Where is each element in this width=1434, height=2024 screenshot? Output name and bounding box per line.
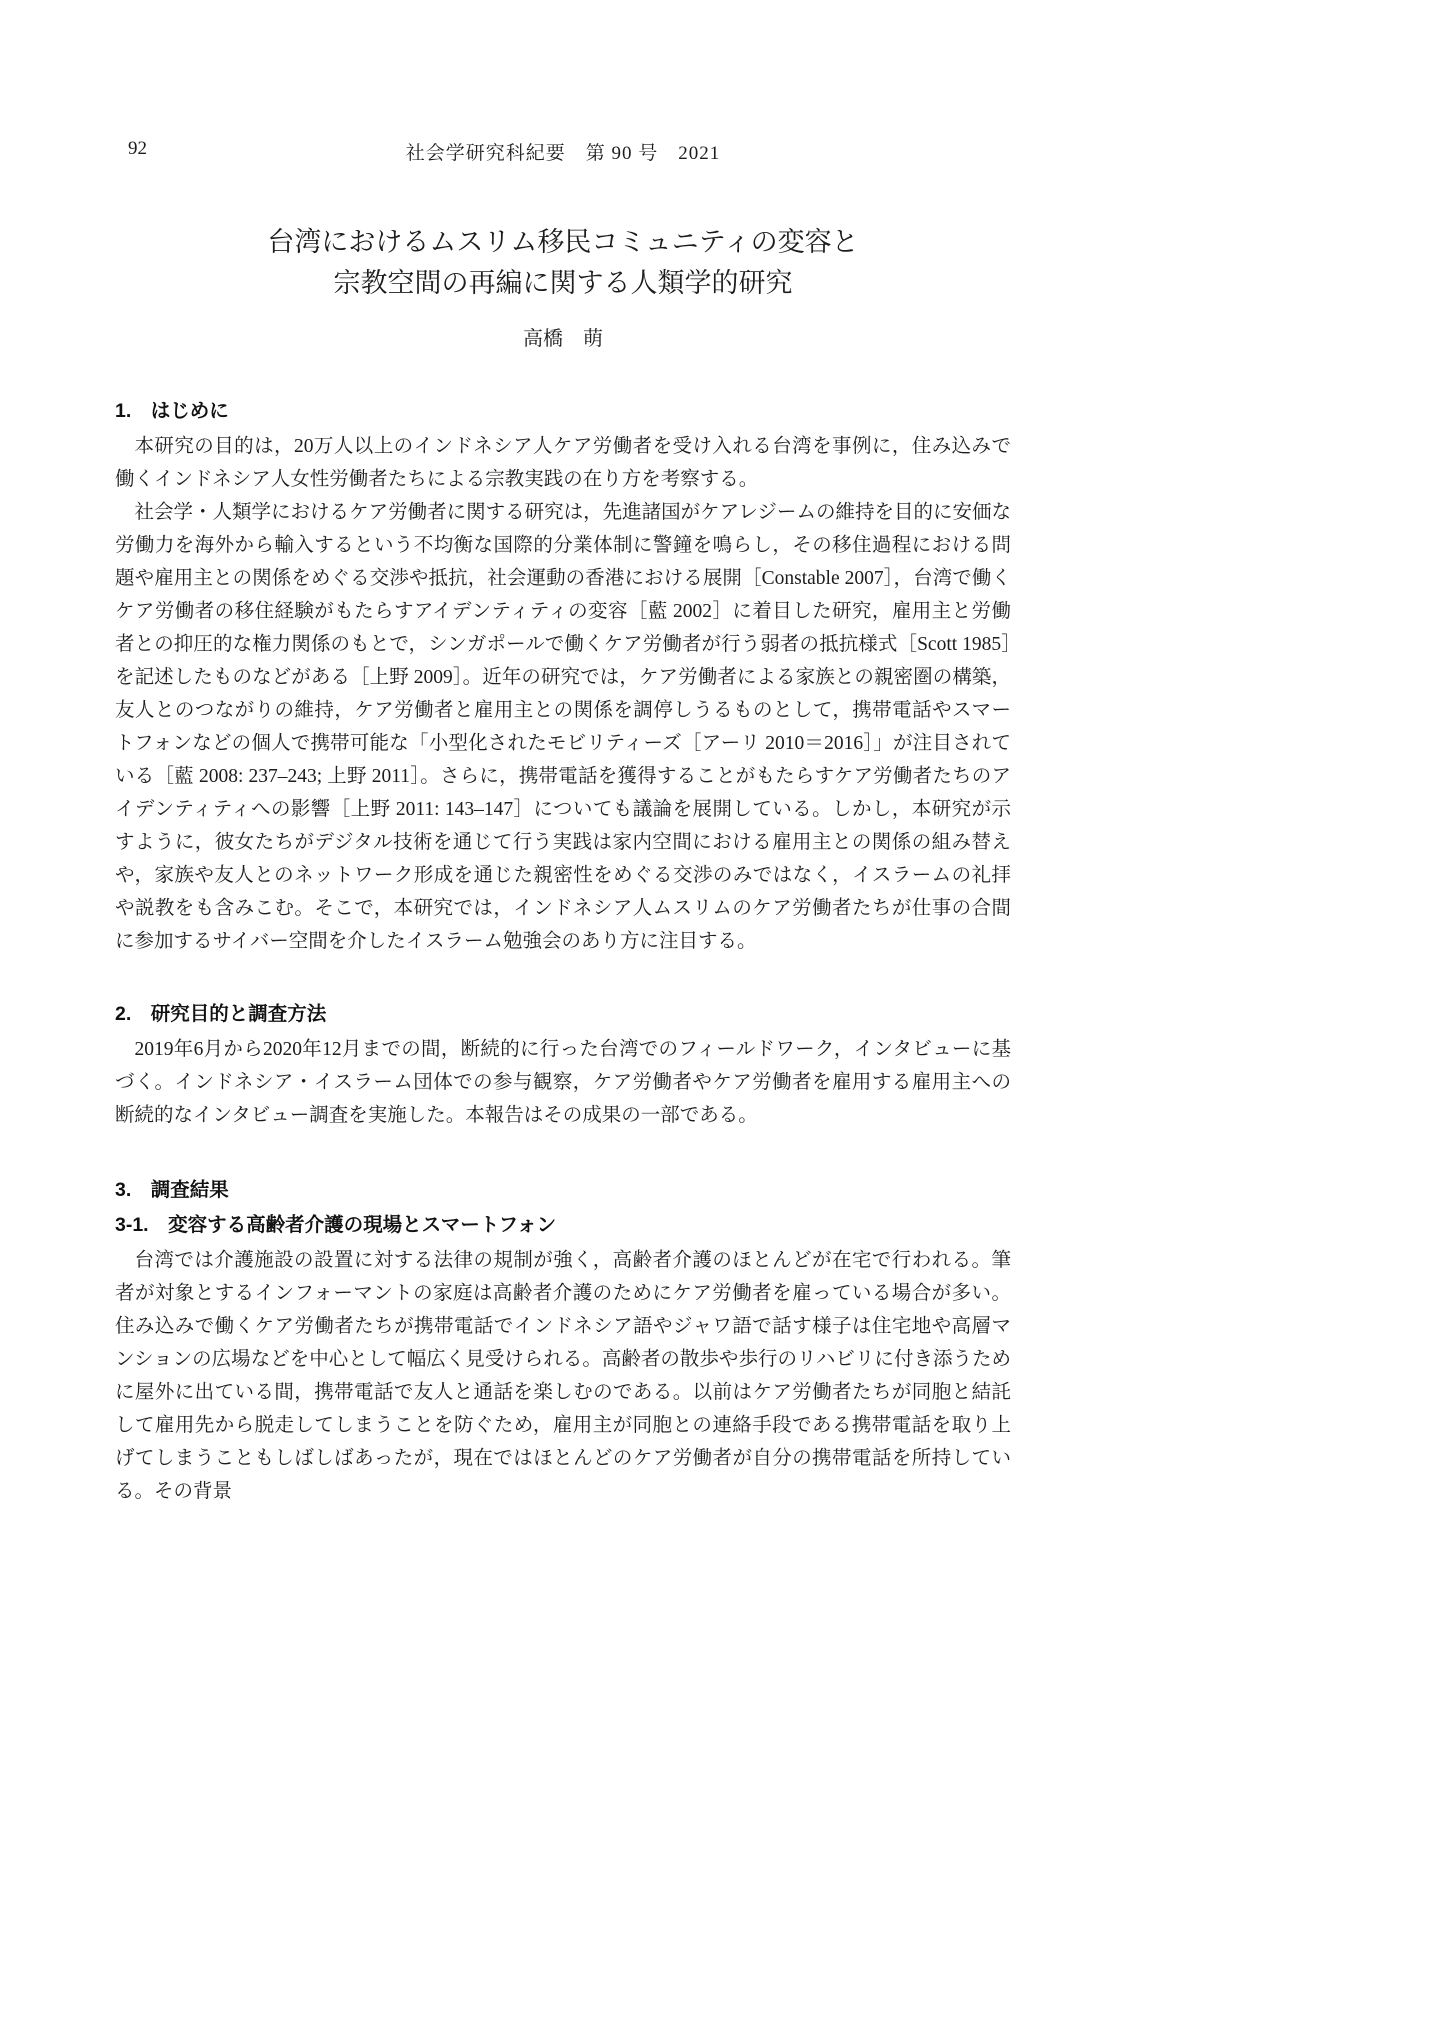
author-name: 高橋 萌 bbox=[523, 328, 603, 350]
section-2-paragraph-1: 2019年6月から2020年12月までの間，断続的に行った台湾でのフィールドワーク，インタビューに基づく。インドネシア・イスラーム団体での参与観察，ケア労働者やケア労働者を雇用する雇用主への断続的なインタビュー調査を実施した。本報告はその成果の一部である。 bbox=[115, 1039, 1011, 1126]
section-introduction bbox=[115, 395, 1011, 958]
section-methods bbox=[115, 998, 1011, 1132]
article-title bbox=[115, 222, 1011, 304]
section-3-paragraph-1: 台湾では介護施設の設置に対する法律の規制が強く，高齢者介護のほとんどが在宅で行われる。筆者が対象とするインフォーマントの家庭は高齢者介護のためにケア労働者を雇っている場合が多い。住み込みで働くケア労働者たちが携帯電話でインドネシア語やジャワ語で話す様子は住宅地や高層マンションの広場などを中心として幅広く見受けられる。高齢者の散歩や歩行のリハビリに付き添うために屋外に出ている間，携帯電話で友人と通話を楽しむのである。以前はケア労働者たちが同胞と結託して雇用先から脱走してしまうことを防ぐため，雇用主が同胞との連絡手段である携帯電話を取り上げてしまうこともしばしばあったが，現在ではほとんどのケア労働者が自分の携帯電話を所持している。その背景 bbox=[115, 1250, 1011, 1502]
page-content bbox=[115, 0, 1011, 1508]
journal-header: 社会学研究科紀要 第 90 号 2021 bbox=[405, 143, 721, 164]
section-3-heading: 3. 調査結果 bbox=[115, 1179, 229, 1201]
section-results bbox=[115, 1174, 1011, 1508]
page-header bbox=[115, 138, 1011, 164]
section-2-heading: 2. 研究目的と調査方法 bbox=[115, 1003, 327, 1025]
section-1-paragraph-1: 本研究の目的は，20万人以上のインドネシア人ケア労働者を受け入れる台湾を事例に，住み込みで働くインドネシア人女性労働者たちによる宗教実践の在り方を考察する。 bbox=[115, 436, 1011, 490]
section-3-1-subheading: 3-1. 変容する高齢者介護の現場とスマートフォン bbox=[115, 1214, 557, 1236]
article-title-line2: 宗教空間の再編に関する人類学的研究 bbox=[333, 268, 793, 298]
article-title-line1: 台湾におけるムスリム移民コミュニティの変容と bbox=[267, 227, 859, 257]
section-1-paragraph-2: 社会学・人類学におけるケア労働者に関する研究は，先進諸国がケアレジームの維持を目的に安価な労働力を海外から輸入するという不均衡な国際的分業体制に警鐘を鳴らし，その移住過程における問題や雇用主との関係をめぐる交渉や抵抗，社会運動の香港における展開［Constable 2007］，台湾で働くケア労働者の移住経験がもたらすアイデンティティの変容［藍 2002］に着目した研究，雇用主と労働者との抑圧的な権力関係のもとで，シンガポールで働くケア労働者が行う弱者の抵抗様式［Scott 1985］を記述したものなどがある［上野 2009］。近年の研究では，ケア労働者による家族との親密圏の構築，友人とのつながりの維持，ケア労働者と雇用主との関係を調停しうるものとして，携帯電話やスマートフォンなどの個人で携帯可能な「小型化されたモビリティーズ［アーリ 2010＝2016］」が注目されている［藍 2008: 237–243; 上野 2011］。さらに，携帯電話を獲得することがもたらすケア労働者たちのアイデンティティへの影響［上野 2011: 143–147］についても議論を展開している。しかし，本研究が示すように，彼女たちがデジタル技術を通じて行う実践は家内空間における雇用主との関係の組み替えや，家族や友人とのネットワーク形成を通じた親密性をめぐる交渉のみではなく，イスラームの礼拝や説教をも含みこむ。そこで，本研究では，インドネシア人ムスリムのケア労働者たちが仕事の合間に参加するサイバー空間を介したイスラーム勉強会のあり方に注目する。 bbox=[115, 502, 1011, 952]
page-number: 92 bbox=[128, 138, 147, 159]
section-1-heading: 1. はじめに bbox=[115, 400, 229, 422]
